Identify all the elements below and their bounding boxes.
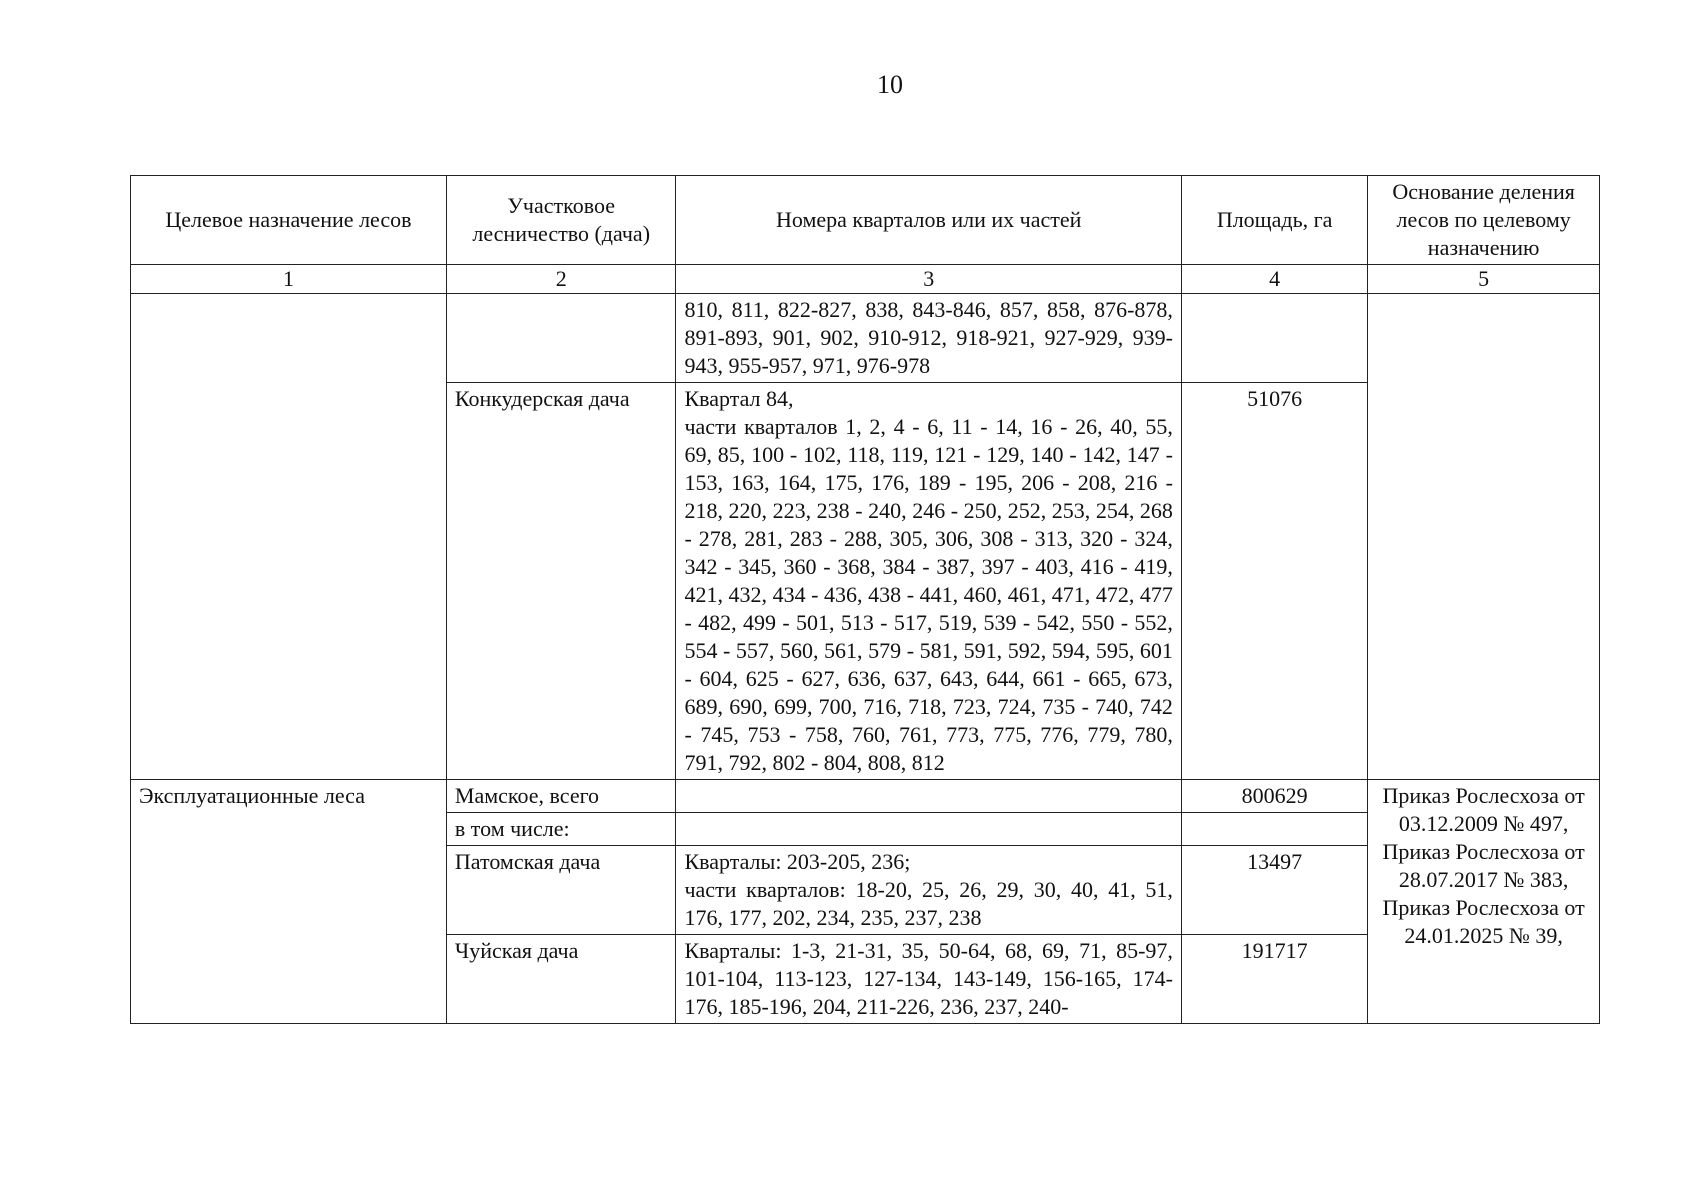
table-row	[131, 780, 1600, 813]
purpose-cell	[131, 294, 447, 780]
column-number-row	[131, 265, 1600, 294]
area-cell: 51076	[1181, 383, 1367, 780]
quarters-cell	[676, 383, 1181, 780]
header-district: Участковое лесничество (дача)	[446, 176, 676, 265]
header-purpose: Целевое назначение лесов	[131, 176, 447, 265]
column-number: 5	[1368, 265, 1600, 294]
quarters-heading: Квартал 84,	[684, 386, 794, 411]
purpose-cell: Эксплуатационные леса	[131, 780, 447, 1024]
column-number: 4	[1181, 265, 1367, 294]
column-number: 2	[446, 265, 676, 294]
header-area: Площадь, га	[1181, 176, 1367, 265]
basis-cell: Приказ Рослесхоза от 03.12.2009 № 497, Приказ Рослесхоза от 28.07.2017 № 383, Приказ Рослесхоза от 24.01.2025 № 39,	[1368, 780, 1600, 1024]
quarters-cell	[676, 780, 1181, 813]
area-cell: 13497	[1181, 846, 1367, 935]
basis-cell	[1368, 294, 1600, 780]
table-row	[131, 294, 1600, 383]
district-cell	[446, 294, 676, 383]
area-cell: 191717	[1181, 935, 1367, 1024]
district-cell: Конкудерская дача	[446, 383, 676, 780]
header-basis: Основание деления лесов по целевому назначению	[1368, 176, 1600, 265]
area-total-cell: 800629	[1181, 780, 1367, 813]
quarters-cell	[676, 846, 1181, 935]
page-number: 10	[877, 70, 903, 99]
column-number: 3	[676, 265, 1181, 294]
header-row	[131, 176, 1600, 265]
area-cell	[1181, 294, 1367, 383]
quarters-list: части кварталов: 18-20, 25, 26, 29, 30, 40, 41, 51, 176, 177, 202, 234, 235, 237, 238	[684, 877, 1173, 930]
district-cell: Патомская дача	[446, 846, 676, 935]
area-cell	[1181, 813, 1367, 846]
quarters-cell	[676, 813, 1181, 846]
forest-purpose-table	[130, 175, 1600, 1024]
district-cell: в том числе:	[446, 813, 676, 846]
header-quarters: Номера кварталов или их частей	[676, 176, 1181, 265]
quarters-list: части кварталов 1, 2, 4 - 6, 11 - 14, 16 - 26, 40, 55, 69, 85, 100 - 102, 118, 119, 121 - 129, 140 - 142, 147 - 153, 163, 164, 175, 176, 189 - 195, 206 - 208, 216 - 218, 220, 223, 238 - 240, 246 - 250, 252, 253, 254, 268 - 278, 281, 283 - 288, 305, 306, 308 - 313, 320 - 324, 342 - 345, 360 - 368, 384 - 387, 397 - 403, 416 - 419, 421, 432, 434 - 436, 438 - 441, 460, 461, 471, 472, 477 - 482, 499 - 501, 513 - 517, 519, 539 - 542, 550 - 552, 554 - 557, 560, 561, 579 - 581, 591, 592, 594, 595, 601 - 604, 625 - 627, 636, 637, 643, 644, 661 - 665, 673, 689, 690, 699, 700, 716, 718, 723, 724, 735 - 740, 742 - 745, 753 - 758, 760, 761, 773, 775, 776, 779, 780, 791, 792, 802 - 804, 808, 812	[684, 414, 1173, 775]
column-number: 1	[131, 265, 447, 294]
quarters-cell: 810, 811, 822-827, 838, 843-846, 857, 858, 876-878, 891-893, 901, 902, 910-912, 918-921, 927-929, 939-943, 955-957, 971, 976-978	[676, 294, 1181, 383]
district-cell: Мамское, всего	[446, 780, 676, 813]
quarters-heading: Кварталы: 203-205, 236;	[684, 849, 911, 874]
district-cell: Чуйская дача	[446, 935, 676, 1024]
quarters-cell: Кварталы: 1-3, 21-31, 35, 50-64, 68, 69, 71, 85-97, 101-104, 113-123, 127-134, 143-149, 156-165, 174-176, 185-196, 204, 211-226, 236, 237, 240-	[676, 935, 1181, 1024]
